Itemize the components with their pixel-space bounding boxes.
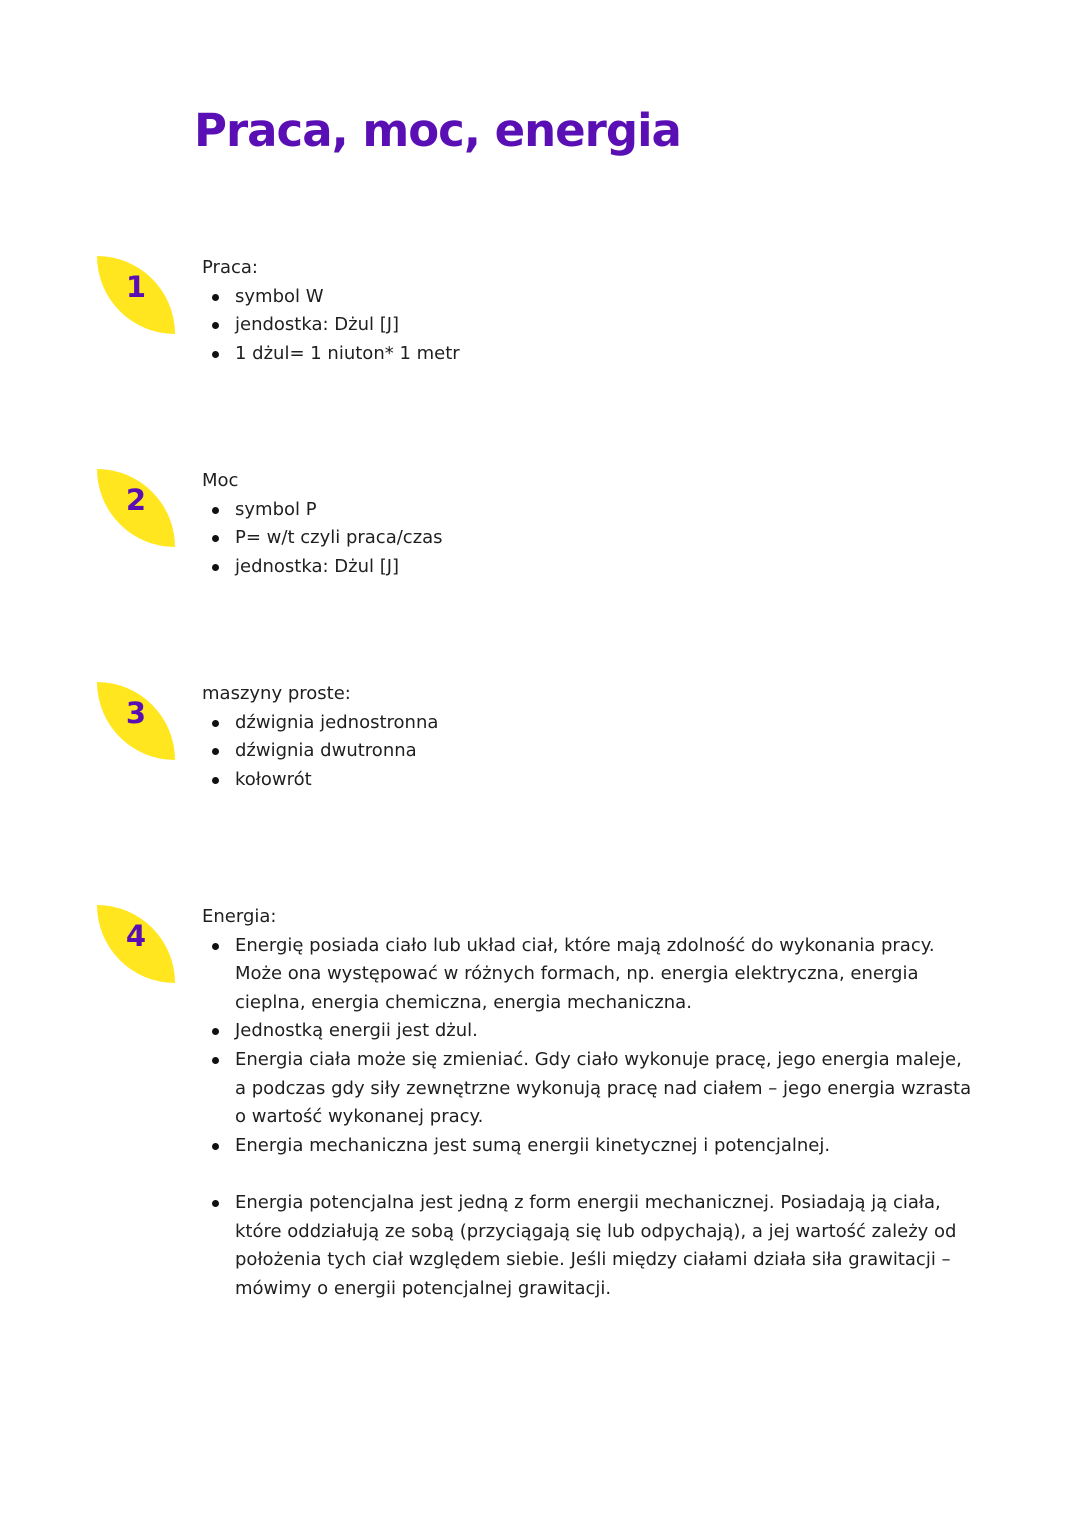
section-number: 3 (125, 696, 147, 730)
list-item: jednostka: Dżul [J] (235, 553, 1002, 582)
list-item: Energia potencjalna jest jedną z form energii mechanicznej. Posiadają ją ciała, które oddziałują ze sobą (przyciągają się lub odpychają), a jej wartość zależy od położenia tych ciał względem siebie. Jeśli między ciałami działa siła grawitacji – mówimy o energii potencjalnej grawitacji. (235, 1189, 974, 1303)
section-number: 4 (125, 919, 147, 953)
list-item: dźwignia jednostronna (235, 709, 1002, 738)
section-number: 2 (125, 483, 147, 517)
list-item: Energia mechaniczna jest sumą energii kinetycznej i potencjalnej. (235, 1132, 974, 1161)
section-content (202, 680, 1002, 794)
section-heading: Energia: (202, 906, 277, 927)
section-content (202, 254, 1002, 368)
section-heading: Moc (202, 470, 239, 491)
section-heading: Praca: (202, 257, 258, 278)
list-item: jendostka: Dżul [J] (235, 311, 1002, 340)
list-item: Energię posiada ciało lub układ ciał, które mają zdolność do wykonania pracy. Może ona występować w różnych formach, np. energia elektryczna, energia cieplna, energia chemiczna, energia mechaniczna. (235, 932, 974, 1018)
list-item: Energia ciała może się zmieniać. Gdy ciało wykonuje pracę, jego energia maleje, a podczas gdy siły zewnętrzne wykonują pracę nad ciałem – jego energia wzrasta o wartość wykonanej pracy. (235, 1046, 974, 1132)
bullet-list (202, 932, 974, 1304)
section-content (202, 467, 1002, 581)
section-number-badge (97, 469, 175, 547)
bullet-list (202, 496, 1002, 582)
section-content (202, 903, 974, 1303)
section-number-badge (97, 905, 175, 983)
page-title: Praca, moc, energia (194, 104, 681, 157)
list-item: P= w/t czyli praca/czas (235, 524, 1002, 553)
list-item: dźwignia dwutronna (235, 737, 1002, 766)
list-item: Jednostką energii jest dżul. (235, 1017, 974, 1046)
section-heading: maszyny proste: (202, 683, 351, 704)
list-item: kołowrót (235, 766, 1002, 795)
section-number-badge (97, 256, 175, 334)
list-item: 1 dżul= 1 niuton* 1 metr (235, 340, 1002, 369)
list-item: symbol W (235, 283, 1002, 312)
bullet-list (202, 709, 1002, 795)
section-number: 1 (125, 270, 147, 304)
section-number-badge (97, 682, 175, 760)
bullet-list (202, 283, 1002, 369)
list-item: symbol P (235, 496, 1002, 525)
